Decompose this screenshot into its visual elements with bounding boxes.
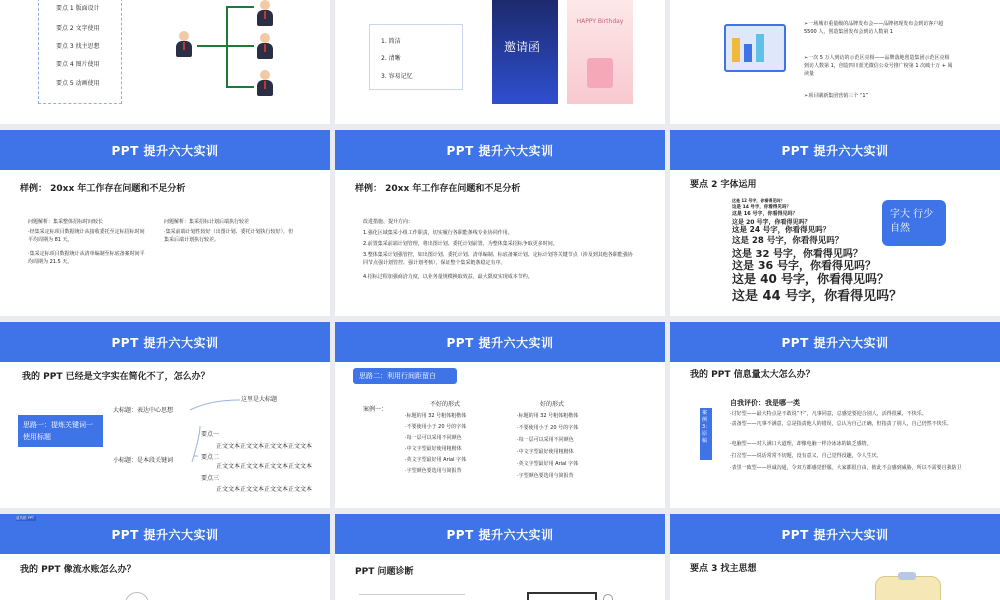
slide-title: PPT 问题诊断 (355, 567, 414, 577)
good-form-header: 好的形式 (540, 401, 565, 408)
font-size-small: 这是 14 号字，你看得见吗？ (732, 205, 791, 210)
point-1: 要点一 (201, 431, 220, 438)
font-size-small: 这是 20 号字，你看得见吗？ (732, 219, 811, 226)
slide-header: PPT 提升六大实训 (0, 322, 330, 362)
idea-two-label: 思路二：利用行间距留白 (359, 372, 436, 380)
employee-avatar-icon (256, 70, 274, 96)
slide-2[interactable] (335, 0, 665, 124)
measures-line: 4.招标过程加强商洽力度，以业务量规模换取效益，最大限度实现成本节约。 (363, 274, 533, 280)
font-size-32: 这是 32 号字，你看得见吗？ (732, 249, 863, 260)
font-size-44: 这是 44 号字，你看得见吗？ (732, 289, 903, 304)
slide-header: PPT 提升六大实训 (670, 514, 1000, 554)
good-row: ·每一层可以采用不同颜色 (517, 437, 574, 443)
good-row: ·中文字型最好使用粗楷体 (517, 449, 574, 455)
tree-branch-2 (226, 45, 254, 47)
self-eval-heading: 自我评价：我是哪一类 (730, 399, 800, 407)
big-title-label: 大标题：表达中心思想 (113, 407, 174, 414)
outline-item-1: 要点 1 版面设计 (56, 5, 100, 12)
analysis-col-2-head: 问题解析：集采招标计划后端执行较差 (164, 219, 250, 225)
slide-10[interactable] (0, 514, 330, 600)
font-size-28: 这是 28 号字，你看得见吗？ (732, 236, 844, 246)
slide-1[interactable] (0, 0, 330, 124)
body-line: 正文文本正文文本正文文本正文文本 (216, 463, 313, 470)
clip-top-icon (898, 572, 916, 580)
bad-row: ·字型颜色要选用与简报背 (405, 468, 462, 474)
outline-item-5: 要点 5 动画使用 (56, 80, 100, 87)
tree-line-v (226, 6, 228, 88)
bullet-2: ➢一次 5 万人到访的示范区亮相——品牌落地创造集团示范区亮相到访人数第 1，创造四川蓝光微信公众号推广榜第 1 次破十万 + 阅读量 (804, 55, 953, 77)
tree-line-h (197, 45, 227, 47)
font-size-small: 这是 12 号字，你看得见吗？ (732, 198, 785, 203)
measures-line: 2.前置集采前端计划管理，将出图计划、委托计划前置，为整体集采招标争取更多时间。 (363, 241, 558, 247)
bad-row: ·英文字型最好用 Arial 字体 (405, 457, 467, 463)
slide-8[interactable] (335, 322, 665, 508)
good-row: ·英文字型最好用 Arial 字体 (517, 461, 579, 467)
point-3: 要点三 (201, 475, 220, 482)
measures-line: 改进措施、提升方向： (363, 219, 414, 225)
employee-avatar-icon (256, 33, 274, 59)
type-line: ·表里一致型——坦诚沟通，令双方都感觉舒服。大家都很自由，彼此不会感到威胁，所以不需要自我防卫 (730, 465, 962, 471)
list-item-2: 2. 清晰 (381, 55, 401, 62)
chart-bar-icon (732, 38, 740, 62)
invitation-text: 邀请函 (504, 40, 541, 54)
slide-header: PPT 提升六大实训 (0, 130, 330, 170)
analysis-col-1-line: ·经集采定标项目数据统计从接收委托至定标招标时间平均周期为 81 天。 (28, 229, 145, 243)
small-title-label: 小标题：是本段关键词 (113, 457, 174, 464)
slide-title: 我的 PPT 信息量太大怎么办？ (690, 370, 815, 380)
slide-title: 样例： 20xx 年工作存在问题和不足分析 (20, 184, 186, 194)
font-size-small: 这是 16 号字，你看得见吗？ (732, 211, 798, 217)
birthday-text: HAPPY Birthday (576, 18, 624, 25)
slide-7[interactable] (0, 322, 330, 508)
birthday-poster (567, 0, 633, 104)
slide-title: 我的 PPT 已经是文字实在简化不了，怎么办？ (22, 372, 210, 382)
type-line: ·打岔型——说话常常不切题，没有意义，自己觉得没趣，令人生厌。 (730, 453, 882, 459)
list-item-3: 3. 容易记忆 (381, 73, 413, 80)
slide-5[interactable] (335, 130, 665, 316)
monitor-icon (527, 592, 597, 600)
good-row: ·标题的用 32 号粗体粗楷体 (517, 413, 579, 419)
bad-row: ·标题的用 32 号粗体粗楷体 (405, 413, 467, 419)
big-title-note: 这里是大标题 (241, 396, 278, 403)
slide-6[interactable] (670, 130, 1000, 316)
slide-header: PPT 提升六大实训 (335, 130, 665, 170)
tree-branch-1 (226, 6, 254, 8)
slide-9[interactable] (670, 322, 1000, 508)
type-line: ·电脑型——对人满口大道理，却像电脑一样冷冰冰的缺乏感情。 (730, 441, 872, 447)
bad-row: ·中文字型最好使用粗楷体 (405, 446, 462, 452)
point-2: 要点二 (201, 454, 220, 461)
font-size-24: 这是 24 号字，你看得见吗？ (732, 225, 831, 234)
invitation-poster (492, 0, 558, 104)
slide-header: PPT 提升六大实训 (0, 514, 330, 554)
good-row: ·字型颜色要选用与简报背 (517, 473, 574, 479)
case-label: 案例一： (363, 406, 388, 413)
case-side-label (700, 408, 712, 460)
slide-title: 要点 2 字体运用 (690, 180, 757, 190)
bullet-3: ➢项目刷新集团营销三个 “1” (804, 93, 869, 99)
slide-header: PPT 提升六大实训 (335, 322, 665, 362)
measures-line: 1.强化区域集采小组工作职责，切实履行各职能条线专业协同作用。 (363, 230, 513, 236)
chart-bar-icon (756, 34, 764, 62)
case-side-text: 案例 3：原稿 (702, 410, 711, 444)
manager-avatar-icon (175, 31, 193, 57)
slide-header: PPT 提升六大实训 (670, 130, 1000, 170)
slide-title: 我的 PPT 像流水账怎么办？ (20, 565, 136, 575)
type-line: ·讨好型——最大特点是不敢说“不”，凡事同意，总感觉要迎合别人，活得很累，不快乐。 (730, 411, 927, 417)
bullet-1: ➢一场城市重量级的品牌发布会——品牌初现发布会到访客户超 5500 人，创造集团发布会到访人数第 1 (804, 21, 944, 35)
good-row: ·不要使用小于 20 号的字体 (517, 425, 579, 431)
slide-title: 样例： 20xx 年工作存在问题和不足分析 (355, 184, 521, 194)
bad-form-header: 不好的形式 (430, 401, 461, 408)
analysis-col-2-line: ·集采前端计划性较好（出图计划、委托计划执行较好），但集采后端计划执行较差。 (164, 229, 294, 243)
idea-two-badge (353, 368, 457, 384)
chart-bar-icon (744, 44, 752, 62)
slide-header: PPT 提升六大实训 (335, 514, 665, 554)
slide-12[interactable] (670, 514, 1000, 600)
callout-text: 字大 行少 自然 (890, 209, 934, 234)
cake-icon (587, 58, 613, 88)
employee-avatar-icon (256, 0, 274, 26)
measures-line: 3.整体集采计划强管控，如出图计划、委托计划、清单编制、标底备案计划、定标计划等关键节点（涉及到其他各职能强协同节点强计划管控、强计划考核），保证整个集采链条稳定有序。 (363, 252, 633, 266)
callout-box (882, 200, 946, 246)
body-line: 正文文本正文文本正文文本正文文本 (216, 486, 313, 493)
slide-title: 要点 3 找主思想 (690, 564, 757, 574)
brand-tag: 道具箱 PPT (16, 516, 36, 521)
tree-branch-3 (226, 86, 254, 88)
idea-box-label: 思路一：提炼关键词一使用标题 (23, 421, 93, 441)
diagnosis-frame (359, 594, 465, 600)
outline-item-2: 要点 2 文字使用 (56, 25, 100, 32)
analysis-col-1-head: 问题解析：集采整体招标时间较长 (28, 219, 104, 225)
slide-3[interactable] (670, 0, 1000, 124)
circle-icon (125, 592, 149, 600)
magnifier-icon (603, 594, 613, 600)
idea-box (18, 415, 103, 447)
outline-item-3: 要点 3 找主思想 (56, 43, 100, 50)
list-item-1: 1. 简洁 (381, 38, 401, 45)
slide-4[interactable] (0, 130, 330, 316)
font-size-36: 这是 36 号字，你看得见吗？ (732, 259, 876, 272)
analysis-col-1-line: ·集采定标项目数据统计从清单编制至标底备案时间平均周期为 21.5 天。 (28, 251, 145, 265)
type-line: ·责备型——凡事不满意，总是指责他人的错误，总认为自己正确，但指责了别人，自己仍然不快乐。 (730, 421, 952, 427)
font-size-40: 这是 40 号字，你看得见吗？ (732, 272, 890, 286)
body-line: 正文文本正文文本正文文本正文文本 (216, 443, 313, 450)
outline-item-4: 要点 4 图片使用 (56, 61, 100, 68)
bad-row: ·不要使用小于 20 号的字体 (405, 424, 467, 430)
slide-header: PPT 提升六大实训 (670, 322, 1000, 362)
bad-row: ·每一层可以采用不同颜色 (405, 435, 462, 441)
slide-11[interactable] (335, 514, 665, 600)
